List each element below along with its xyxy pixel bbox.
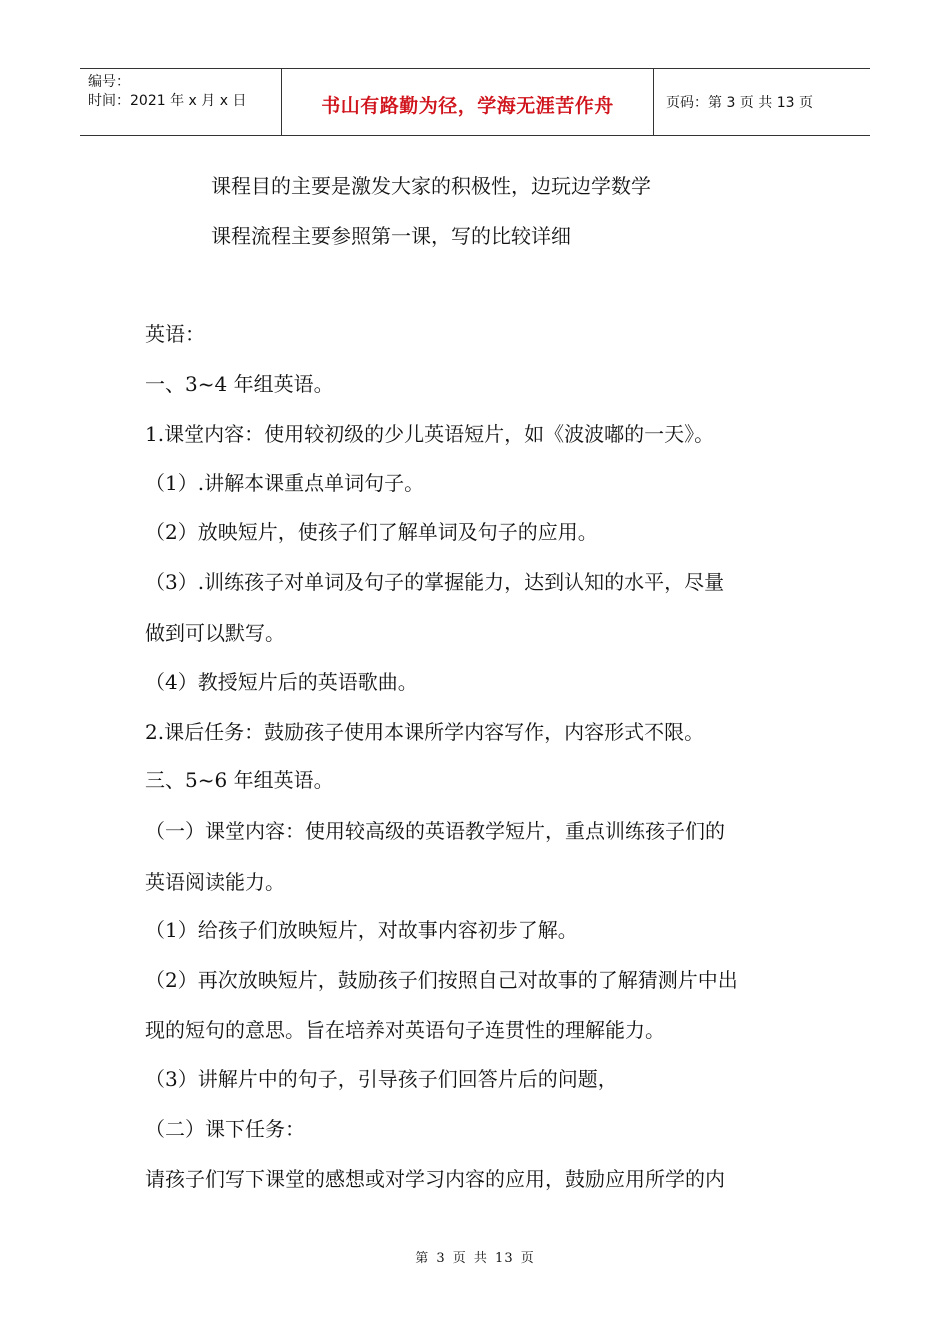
list-item-continuation: 做到可以默写。 (145, 621, 285, 645)
section-heading: 英语： (145, 322, 205, 346)
header-page-info: 页码：第 3 页 共 13 页 (666, 95, 813, 111)
header-meta (80, 69, 282, 135)
list-item: （1）给孩子们放映短片，对故事内容初步了解。 (145, 918, 578, 942)
page-footer: 第 3 页 共 13 页 (415, 1251, 535, 1266)
paragraph-line: 英语阅读能力。 (145, 870, 285, 894)
list-item: （1）.讲解本课重点单词句子。 (145, 471, 425, 495)
list-item: （3）讲解片中的句子，引导孩子们回答片后的问题， (145, 1067, 618, 1091)
header-motto-cell (282, 69, 654, 135)
document-date: 时间：2021 年 x 月 x 日 (88, 93, 247, 109)
document-number-label: 编号： (88, 74, 130, 90)
paragraph-line: 课程流程主要参照第一课，写的比较详细 (211, 224, 571, 248)
page-header (80, 68, 870, 136)
header-page-cell (654, 69, 870, 135)
list-item-continuation: 现的短句的意思。旨在培养对英语句子连贯性的理解能力。 (145, 1018, 665, 1042)
section-heading: （二）课下任务： (145, 1117, 305, 1141)
paragraph-line: 课程目的主要是激发大家的积极性，边玩边学数学 (211, 174, 651, 198)
section-heading: 一、3~4 年组英语。 (145, 372, 334, 396)
paragraph-line: 请孩子们写下课堂的感想或对学习内容的应用，鼓励应用所学的内 (145, 1167, 725, 1191)
list-item: （2）再次放映短片，鼓励孩子们按照自己对故事的了解猜测片中出 (145, 968, 738, 992)
paragraph-line: 1.课堂内容：使用较初级的少儿英语短片，如《波波嘟的一天》。 (145, 422, 715, 446)
list-item: （2）放映短片，使孩子们了解单词及句子的应用。 (145, 520, 598, 544)
list-item: （3）.训练孩子对单词及句子的掌握能力，达到认知的水平，尽量 (145, 570, 725, 594)
paragraph-line: 2.课后任务：鼓励孩子使用本课所学内容写作，内容形式不限。 (145, 720, 705, 744)
list-item: （4）教授短片后的英语歌曲。 (145, 670, 418, 694)
section-heading: 三、5~6 年组英语。 (145, 768, 334, 792)
paragraph-line: （一）课堂内容：使用较高级的英语教学短片，重点训练孩子们的 (145, 819, 725, 843)
header-motto: 书山有路勤为径，学海无涯苦作舟 (321, 94, 614, 117)
